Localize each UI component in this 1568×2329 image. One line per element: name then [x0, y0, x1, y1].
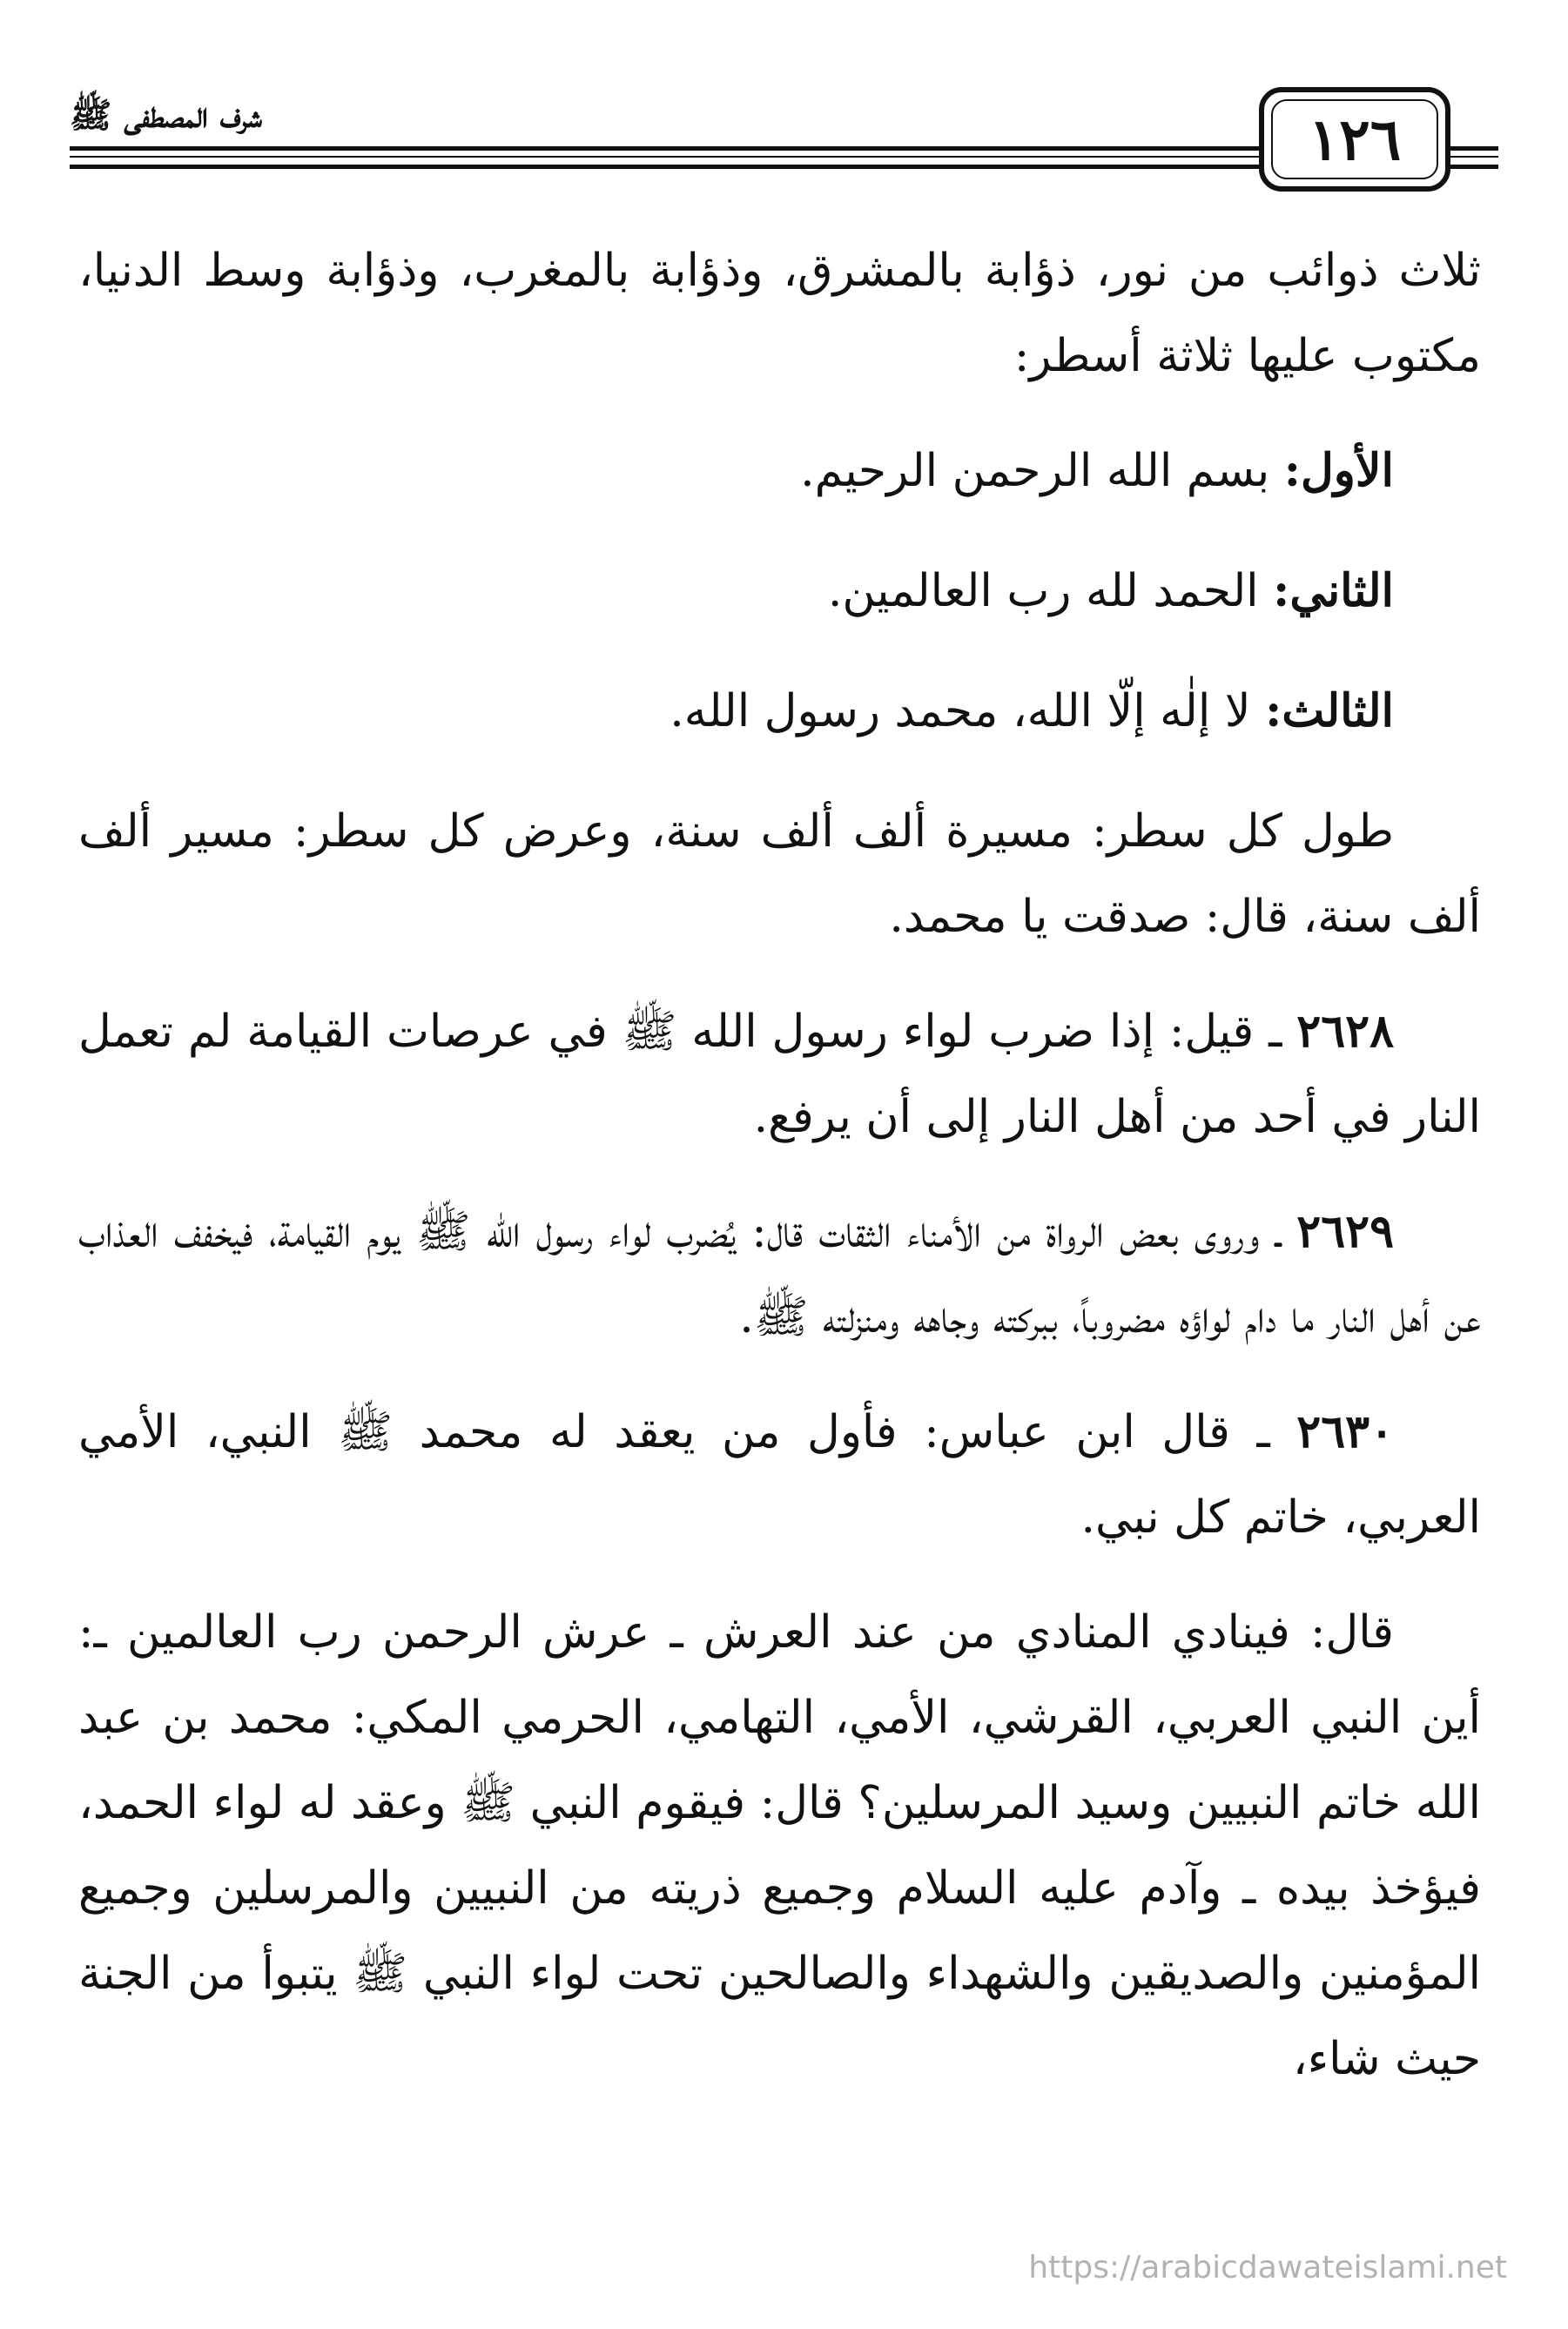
- line-label-third: الثالث:: [1265, 684, 1394, 737]
- line-label-second: الثاني:: [1273, 564, 1394, 617]
- paragraph-length: طول كل سطر: مسيرة ألف ألف سنة، وعرض كل سطر: مسير ألف ألف سنة، قال: صدقت يا محمد.: [78, 805, 1481, 943]
- page-number: ١٢٦: [1308, 105, 1402, 173]
- narration-2629: [78, 1189, 1481, 1360]
- narration-number-2629: ٢٦٢٩: [1296, 1205, 1394, 1258]
- paragraph-caller: قال: فينادي المنادي من عند العرش ـ عرش الرحمن رب العالمين ـ: أين النبي العربي، القرشي، الأمي، التهامي، الحرمي المكي: محمد بن عبد الله خاتم النبيين وسيد المرسلين؟ قال: فيقوم النبي ﷺ وعقد له لواء الحمد، فيؤخذ بيده ـ وآدم عليه السلام وجميع ذريته من النبيين والمرسلين وجميع المؤمنين والصديقين والشهداء والصالحين تحت لواء النبي ﷺ يتبوأ من الجنة حيث شاء،: [78, 1606, 1481, 2085]
- page-header: [70, 70, 1498, 200]
- narration-number-2628: ٢٦٢٨: [1296, 1005, 1394, 1058]
- line-item-second: [78, 549, 1481, 634]
- page-number-frame-inner: [1271, 99, 1438, 179]
- running-title: شرف المصطفى ﷺ: [70, 95, 262, 136]
- narration-text-2630: ـ قال ابن عباس: فأول من يعقد له محمد ﷺ النبي، الأمي العربي، خاتم كل نبي.: [78, 1406, 1481, 1544]
- page-number-frame: [1259, 87, 1450, 192]
- line-item-third: [78, 669, 1481, 754]
- watermark-url: https://arabicdawateislami.net: [1028, 2250, 1507, 2285]
- page-body: [78, 228, 1481, 2131]
- narration-text-2629: ـ وروى بعض الرواة من الأمناء الثقات قال: يُضرب لواء رسول الله ﷺ يوم القيامة، فيخفف العذاب عن أهل النار ما دام لواؤه مضروباً، ببركته وجاهه ومنزلته ﷺ.: [78, 1206, 1481, 1343]
- line-text-third: لا إلٰه إلّا الله، محمد رسول الله.: [670, 685, 1266, 737]
- line-item-first: [78, 428, 1481, 514]
- line-text-first: بسم الله الرحمن الرحيم.: [800, 445, 1284, 497]
- paragraph-intro: ثلاث ذوائب من نور، ذؤابة بالمشرق، وذؤابة بالمغرب، وذؤابة وسط الدنيا، مكتوب عليها ثلاثة أسطر:: [78, 245, 1481, 382]
- narration-2628: [78, 989, 1481, 1160]
- narration-2630: [78, 1390, 1481, 1560]
- line-label-first: الأول:: [1283, 444, 1394, 497]
- narration-text-2628: ـ قيل: إذا ضرب لواء رسول الله ﷺ في عرصات القيامة لم تعمل النار في أحد من أهل النار إلى أن يرفع.: [78, 1006, 1481, 1143]
- narration-number-2630: ٢٦٣٠: [1296, 1405, 1394, 1458]
- line-text-second: الحمد لله رب العالمين.: [827, 565, 1274, 617]
